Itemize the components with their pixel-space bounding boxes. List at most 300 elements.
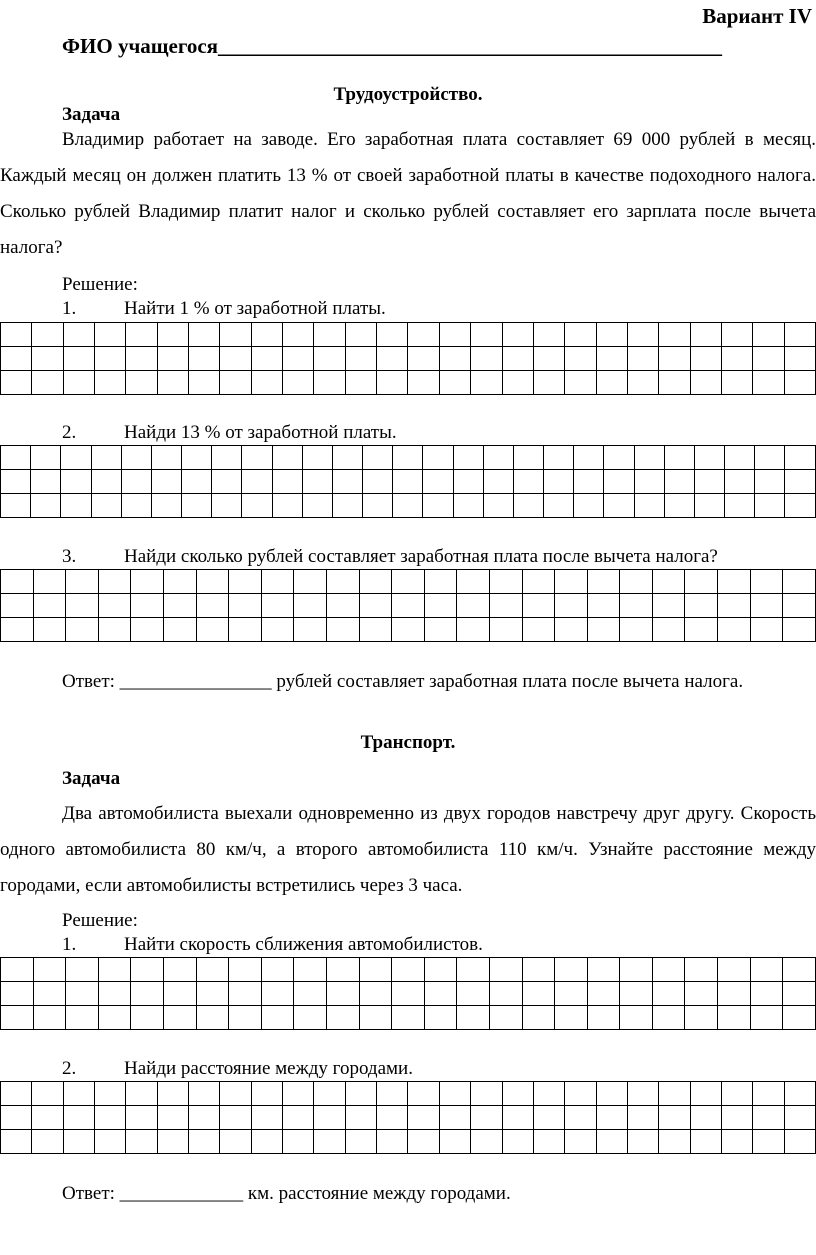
grid-cell[interactable] (718, 570, 751, 594)
grid-cell[interactable] (294, 958, 327, 982)
grid-cell[interactable] (121, 470, 151, 494)
grid-cell[interactable] (131, 618, 164, 642)
grid-cell[interactable] (229, 982, 262, 1006)
grid-cell[interactable] (574, 446, 604, 470)
grid-cell[interactable] (131, 1006, 164, 1030)
grid-cell[interactable] (131, 570, 164, 594)
grid-cell[interactable] (652, 982, 685, 1006)
grid-cell[interactable] (157, 371, 188, 395)
grid-cell[interactable] (502, 347, 533, 371)
grid-cell[interactable] (784, 323, 815, 347)
grid-cell[interactable] (690, 1106, 721, 1130)
grid-cell[interactable] (261, 570, 294, 594)
grid-cell[interactable] (359, 594, 392, 618)
grid-cell[interactable] (565, 1082, 596, 1106)
grid-cell[interactable] (163, 570, 196, 594)
grid-cell[interactable] (363, 494, 393, 518)
grid-cell[interactable] (131, 982, 164, 1006)
grid-cell[interactable] (98, 594, 131, 618)
grid-cell[interactable] (784, 1130, 815, 1154)
grid-cell[interactable] (377, 1106, 408, 1130)
grid-cell[interactable] (750, 594, 783, 618)
grid-cell[interactable] (555, 1006, 588, 1030)
grid-cell[interactable] (471, 323, 502, 347)
grid-cell[interactable] (32, 1082, 63, 1106)
grid-cell[interactable] (189, 323, 220, 347)
grid-cell[interactable] (408, 347, 439, 371)
grid-cell[interactable] (718, 594, 751, 618)
grid-cell[interactable] (522, 982, 555, 1006)
grid-cell[interactable] (513, 470, 543, 494)
grid-cell[interactable] (685, 958, 718, 982)
grid-cell[interactable] (783, 594, 816, 618)
grid-cell[interactable] (522, 1006, 555, 1030)
grid-cell[interactable] (489, 618, 522, 642)
grid-cell[interactable] (784, 371, 815, 395)
grid-cell[interactable] (212, 494, 242, 518)
grid-cell[interactable] (377, 323, 408, 347)
grid-cell[interactable] (157, 1082, 188, 1106)
grid-cell[interactable] (189, 1106, 220, 1130)
grid-cell[interactable] (596, 323, 627, 347)
grid-cell[interactable] (314, 1130, 345, 1154)
grid-cell[interactable] (189, 1082, 220, 1106)
grid-cell[interactable] (1, 618, 34, 642)
grid-cell[interactable] (392, 1006, 425, 1030)
grid-cell[interactable] (690, 1130, 721, 1154)
grid-cell[interactable] (314, 347, 345, 371)
grid-cell[interactable] (408, 371, 439, 395)
grid-cell[interactable] (66, 618, 99, 642)
grid-cell[interactable] (659, 323, 690, 347)
grid-cell[interactable] (392, 958, 425, 982)
grid-cell[interactable] (721, 347, 752, 371)
grid-cell[interactable] (33, 1006, 66, 1030)
grid-cell[interactable] (196, 958, 229, 982)
grid-cell[interactable] (755, 494, 785, 518)
grid-cell[interactable] (33, 982, 66, 1006)
grid-cell[interactable] (95, 1082, 126, 1106)
grid-cell[interactable] (63, 323, 94, 347)
grid-cell[interactable] (377, 347, 408, 371)
grid-cell[interactable] (302, 470, 332, 494)
grid-cell[interactable] (126, 323, 157, 347)
grid-cell[interactable] (533, 1106, 564, 1130)
grid-cell[interactable] (513, 494, 543, 518)
grid-cell[interactable] (294, 570, 327, 594)
grid-cell[interactable] (652, 1006, 685, 1030)
grid-cell[interactable] (326, 618, 359, 642)
grid-cell[interactable] (314, 1082, 345, 1106)
grid-cell[interactable] (326, 958, 359, 982)
grid-cell[interactable] (587, 570, 620, 594)
grid-cell[interactable] (345, 1130, 376, 1154)
grid-cell[interactable] (555, 982, 588, 1006)
grid-cell[interactable] (659, 347, 690, 371)
grid-cell[interactable] (489, 570, 522, 594)
grid-cell[interactable] (283, 347, 314, 371)
grid-cell[interactable] (261, 1006, 294, 1030)
grid-cell[interactable] (196, 618, 229, 642)
grid-cell[interactable] (634, 470, 664, 494)
grid-cell[interactable] (725, 470, 755, 494)
grid-cell[interactable] (66, 958, 99, 982)
grid-cell[interactable] (565, 1130, 596, 1154)
grid-cell[interactable] (604, 494, 634, 518)
grid-cell[interactable] (718, 982, 751, 1006)
grid-cell[interactable] (1, 1106, 32, 1130)
grid-cell[interactable] (533, 1082, 564, 1106)
grid-cell[interactable] (587, 958, 620, 982)
grid-cell[interactable] (555, 618, 588, 642)
grid-cell[interactable] (718, 1006, 751, 1030)
grid-cell[interactable] (453, 446, 483, 470)
grid-cell[interactable] (652, 594, 685, 618)
grid-cell[interactable] (652, 958, 685, 982)
grid-cell[interactable] (283, 1082, 314, 1106)
grid-cell[interactable] (32, 1106, 63, 1130)
grid-cell[interactable] (725, 446, 755, 470)
grid-cell[interactable] (694, 446, 724, 470)
grid-cell[interactable] (783, 618, 816, 642)
answer-blank[interactable]: ________________ (119, 671, 272, 692)
grid-cell[interactable] (251, 323, 282, 347)
grid-cell[interactable] (659, 371, 690, 395)
grid-cell[interactable] (502, 323, 533, 347)
grid-cell[interactable] (220, 371, 251, 395)
grid-cell[interactable] (694, 470, 724, 494)
grid-cell[interactable] (522, 618, 555, 642)
grid-cell[interactable] (533, 323, 564, 347)
answer-grid[interactable] (0, 322, 816, 395)
grid-cell[interactable] (408, 1082, 439, 1106)
grid-cell[interactable] (439, 323, 470, 347)
grid-cell[interactable] (332, 446, 362, 470)
grid-cell[interactable] (620, 982, 653, 1006)
grid-cell[interactable] (229, 1006, 262, 1030)
grid-cell[interactable] (424, 958, 457, 982)
grid-cell[interactable] (718, 618, 751, 642)
grid-cell[interactable] (574, 494, 604, 518)
grid-cell[interactable] (1, 1130, 32, 1154)
grid-cell[interactable] (685, 570, 718, 594)
grid-cell[interactable] (453, 494, 483, 518)
grid-cell[interactable] (261, 982, 294, 1006)
grid-cell[interactable] (483, 470, 513, 494)
grid-cell[interactable] (627, 323, 658, 347)
grid-cell[interactable] (251, 347, 282, 371)
grid-cell[interactable] (242, 494, 272, 518)
grid-cell[interactable] (157, 1130, 188, 1154)
grid-cell[interactable] (753, 347, 784, 371)
grid-cell[interactable] (1, 446, 31, 470)
grid-cell[interactable] (533, 1130, 564, 1154)
grid-cell[interactable] (565, 347, 596, 371)
grid-cell[interactable] (721, 1130, 752, 1154)
grid-cell[interactable] (294, 1006, 327, 1030)
grid-cell[interactable] (604, 470, 634, 494)
grid-cell[interactable] (453, 470, 483, 494)
grid-cell[interactable] (332, 470, 362, 494)
grid-cell[interactable] (659, 1082, 690, 1106)
grid-cell[interactable] (392, 982, 425, 1006)
grid-cell[interactable] (63, 347, 94, 371)
grid-cell[interactable] (685, 1006, 718, 1030)
grid-cell[interactable] (785, 470, 816, 494)
grid-cell[interactable] (785, 494, 816, 518)
grid-cell[interactable] (63, 1082, 94, 1106)
grid-cell[interactable] (634, 446, 664, 470)
grid-cell[interactable] (439, 1130, 470, 1154)
grid-cell[interactable] (345, 323, 376, 347)
grid-cell[interactable] (393, 446, 423, 470)
grid-cell[interactable] (63, 371, 94, 395)
grid-cell[interactable] (359, 570, 392, 594)
grid-cell[interactable] (163, 594, 196, 618)
grid-cell[interactable] (95, 1106, 126, 1130)
grid-cell[interactable] (439, 1082, 470, 1106)
grid-cell[interactable] (620, 618, 653, 642)
grid-cell[interactable] (251, 1130, 282, 1154)
grid-cell[interactable] (95, 323, 126, 347)
grid-cell[interactable] (587, 618, 620, 642)
grid-cell[interactable] (725, 494, 755, 518)
grid-cell[interactable] (272, 494, 302, 518)
grid-cell[interactable] (483, 446, 513, 470)
grid-cell[interactable] (424, 1006, 457, 1030)
grid-cell[interactable] (229, 570, 262, 594)
grid-cell[interactable] (439, 1106, 470, 1130)
grid-cell[interactable] (163, 1006, 196, 1030)
grid-cell[interactable] (377, 1082, 408, 1106)
grid-cell[interactable] (32, 1130, 63, 1154)
grid-cell[interactable] (690, 323, 721, 347)
grid-cell[interactable] (229, 618, 262, 642)
grid-cell[interactable] (755, 446, 785, 470)
grid-cell[interactable] (596, 1082, 627, 1106)
grid-cell[interactable] (627, 371, 658, 395)
grid-cell[interactable] (565, 323, 596, 347)
grid-cell[interactable] (66, 570, 99, 594)
grid-cell[interactable] (377, 1130, 408, 1154)
grid-cell[interactable] (151, 446, 181, 470)
grid-cell[interactable] (783, 1006, 816, 1030)
grid-cell[interactable] (251, 371, 282, 395)
grid-cell[interactable] (1, 323, 32, 347)
grid-cell[interactable] (163, 618, 196, 642)
grid-cell[interactable] (753, 1082, 784, 1106)
grid-cell[interactable] (664, 446, 694, 470)
grid-cell[interactable] (544, 446, 574, 470)
grid-cell[interactable] (783, 958, 816, 982)
grid-cell[interactable] (587, 594, 620, 618)
grid-cell[interactable] (544, 494, 574, 518)
grid-cell[interactable] (1, 470, 31, 494)
grid-cell[interactable] (326, 594, 359, 618)
grid-cell[interactable] (457, 570, 490, 594)
grid-cell[interactable] (32, 323, 63, 347)
grid-cell[interactable] (126, 1082, 157, 1106)
grid-cell[interactable] (753, 1130, 784, 1154)
grid-cell[interactable] (151, 470, 181, 494)
grid-cell[interactable] (98, 618, 131, 642)
grid-cell[interactable] (424, 618, 457, 642)
grid-cell[interactable] (424, 570, 457, 594)
grid-cell[interactable] (721, 1106, 752, 1130)
grid-cell[interactable] (489, 1006, 522, 1030)
grid-cell[interactable] (163, 958, 196, 982)
grid-cell[interactable] (31, 446, 61, 470)
grid-cell[interactable] (189, 371, 220, 395)
grid-cell[interactable] (302, 446, 332, 470)
grid-cell[interactable] (753, 1106, 784, 1130)
grid-cell[interactable] (690, 347, 721, 371)
grid-cell[interactable] (587, 1006, 620, 1030)
grid-cell[interactable] (33, 958, 66, 982)
grid-cell[interactable] (332, 494, 362, 518)
grid-cell[interactable] (1, 594, 34, 618)
grid-cell[interactable] (750, 618, 783, 642)
grid-cell[interactable] (157, 347, 188, 371)
grid-cell[interactable] (513, 446, 543, 470)
grid-cell[interactable] (620, 1006, 653, 1030)
grid-cell[interactable] (471, 1130, 502, 1154)
grid-cell[interactable] (620, 958, 653, 982)
grid-cell[interactable] (66, 594, 99, 618)
grid-cell[interactable] (61, 446, 91, 470)
grid-cell[interactable] (61, 470, 91, 494)
grid-cell[interactable] (753, 323, 784, 347)
grid-cell[interactable] (393, 494, 423, 518)
grid-cell[interactable] (750, 1006, 783, 1030)
answer-grid[interactable] (0, 1081, 816, 1154)
grid-cell[interactable] (652, 618, 685, 642)
grid-cell[interactable] (721, 371, 752, 395)
grid-cell[interactable] (457, 958, 490, 982)
grid-cell[interactable] (784, 1106, 815, 1130)
grid-cell[interactable] (95, 347, 126, 371)
answer-grid[interactable] (0, 957, 816, 1030)
grid-cell[interactable] (63, 1106, 94, 1130)
grid-cell[interactable] (659, 1130, 690, 1154)
grid-cell[interactable] (345, 1082, 376, 1106)
grid-cell[interactable] (31, 494, 61, 518)
grid-cell[interactable] (326, 982, 359, 1006)
grid-cell[interactable] (131, 958, 164, 982)
grid-cell[interactable] (423, 446, 453, 470)
grid-cell[interactable] (1, 958, 34, 982)
grid-cell[interactable] (522, 958, 555, 982)
grid-cell[interactable] (1, 982, 34, 1006)
grid-cell[interactable] (471, 347, 502, 371)
grid-cell[interactable] (326, 1006, 359, 1030)
grid-cell[interactable] (502, 371, 533, 395)
grid-cell[interactable] (326, 570, 359, 594)
grid-cell[interactable] (755, 470, 785, 494)
grid-cell[interactable] (685, 618, 718, 642)
grid-cell[interactable] (457, 618, 490, 642)
grid-cell[interactable] (66, 982, 99, 1006)
grid-cell[interactable] (408, 1106, 439, 1130)
grid-cell[interactable] (261, 618, 294, 642)
grid-cell[interactable] (196, 982, 229, 1006)
grid-cell[interactable] (283, 371, 314, 395)
grid-cell[interactable] (408, 1130, 439, 1154)
grid-cell[interactable] (408, 323, 439, 347)
grid-cell[interactable] (1, 347, 32, 371)
grid-cell[interactable] (533, 347, 564, 371)
grid-cell[interactable] (522, 570, 555, 594)
grid-cell[interactable] (314, 1106, 345, 1130)
grid-cell[interactable] (721, 323, 752, 347)
grid-cell[interactable] (652, 570, 685, 594)
grid-cell[interactable] (359, 982, 392, 1006)
grid-cell[interactable] (784, 347, 815, 371)
grid-cell[interactable] (483, 494, 513, 518)
grid-cell[interactable] (220, 1082, 251, 1106)
grid-cell[interactable] (502, 1130, 533, 1154)
grid-cell[interactable] (544, 470, 574, 494)
grid-cell[interactable] (423, 494, 453, 518)
grid-cell[interactable] (471, 371, 502, 395)
grid-cell[interactable] (196, 1006, 229, 1030)
grid-cell[interactable] (157, 323, 188, 347)
grid-cell[interactable] (33, 570, 66, 594)
answer-blank[interactable]: _____________ (119, 1183, 244, 1204)
grid-cell[interactable] (220, 1106, 251, 1130)
grid-cell[interactable] (66, 1006, 99, 1030)
grid-cell[interactable] (163, 982, 196, 1006)
grid-cell[interactable] (555, 594, 588, 618)
grid-cell[interactable] (1, 371, 32, 395)
grid-cell[interactable] (596, 1106, 627, 1130)
grid-cell[interactable] (63, 1130, 94, 1154)
grid-cell[interactable] (1, 570, 34, 594)
grid-cell[interactable] (634, 494, 664, 518)
grid-cell[interactable] (596, 347, 627, 371)
grid-cell[interactable] (33, 594, 66, 618)
grid-cell[interactable] (502, 1082, 533, 1106)
grid-cell[interactable] (302, 494, 332, 518)
grid-cell[interactable] (489, 594, 522, 618)
grid-cell[interactable] (98, 1006, 131, 1030)
grid-cell[interactable] (363, 470, 393, 494)
grid-cell[interactable] (212, 470, 242, 494)
grid-cell[interactable] (424, 594, 457, 618)
grid-cell[interactable] (690, 1082, 721, 1106)
grid-cell[interactable] (659, 1106, 690, 1130)
grid-cell[interactable] (251, 1082, 282, 1106)
grid-cell[interactable] (690, 371, 721, 395)
student-name-line[interactable]: ________________________________________________ (218, 34, 723, 58)
grid-cell[interactable] (272, 446, 302, 470)
grid-cell[interactable] (627, 1082, 658, 1106)
grid-cell[interactable] (694, 494, 724, 518)
grid-cell[interactable] (126, 1130, 157, 1154)
grid-cell[interactable] (359, 1006, 392, 1030)
grid-cell[interactable] (131, 594, 164, 618)
grid-cell[interactable] (359, 618, 392, 642)
grid-cell[interactable] (126, 347, 157, 371)
grid-cell[interactable] (98, 570, 131, 594)
grid-cell[interactable] (750, 570, 783, 594)
grid-cell[interactable] (596, 1130, 627, 1154)
grid-cell[interactable] (95, 371, 126, 395)
grid-cell[interactable] (750, 958, 783, 982)
grid-cell[interactable] (565, 371, 596, 395)
grid-cell[interactable] (196, 594, 229, 618)
grid-cell[interactable] (471, 1106, 502, 1130)
